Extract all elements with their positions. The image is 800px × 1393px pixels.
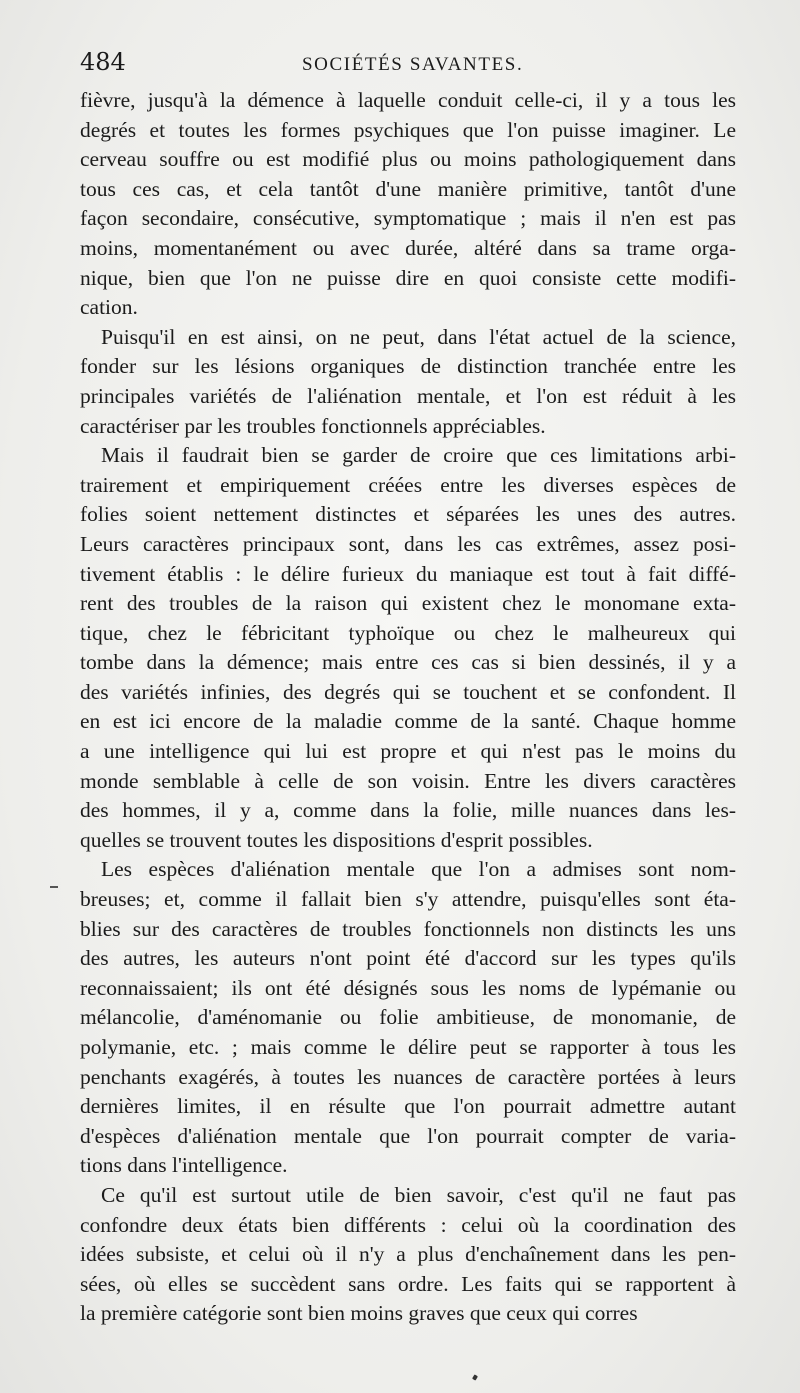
- text-line: Puisqu'il en est ainsi, on ne peut, dans l'état actuel de la science,: [101, 324, 736, 349]
- text-line: tombe dans la démence; mais entre ces cas si bien dessinés, il y a: [80, 650, 736, 675]
- text-line: a une intelligence qui lui est propre et qui n'est pas le moins du: [80, 739, 736, 764]
- paragraph: [80, 441, 736, 855]
- paragraph: [80, 323, 736, 441]
- paragraph: [80, 855, 736, 1181]
- paragraph: [80, 1181, 736, 1329]
- margin-mark: [50, 886, 58, 888]
- ink-speck: [472, 1374, 478, 1380]
- text-line: polymanie, etc. ; mais comme le délire peut se rapporter à tous les: [80, 1035, 736, 1059]
- page-header: [80, 48, 720, 82]
- text-line: trairement et empiriquement créées entre les diverses espèces de: [80, 472, 736, 497]
- text-line: Mais il faudrait bien se garder de croire que ces limitations arbi-: [101, 443, 736, 468]
- text-line: caractériser par les troubles fonctionnels appréciables.: [80, 413, 546, 438]
- text-line: tivement établis : le délire furieux du maniaque est tout à fait diffé-: [80, 561, 736, 586]
- page-number: 484: [80, 48, 126, 76]
- text-line: confondre deux états bien différents : celui où la coordination des: [80, 1212, 736, 1237]
- text-line: mélancolie, d'aménomanie ou folie ambitieuse, de monomanie, de: [80, 1005, 736, 1030]
- text-line: façon secondaire, consécutive, symptomatique ; mais il n'en est pas: [80, 206, 736, 231]
- text-line: tions dans l'intelligence.: [80, 1153, 288, 1178]
- text-line: cation.: [80, 295, 138, 320]
- text-line: Les espèces d'aliénation mentale que l'on a admises sont nom-: [101, 857, 736, 882]
- text-line: des autres, les auteurs n'ont point été d'accord sur les types qu'ils: [80, 946, 736, 971]
- text-line: des variétés infinies, des degrés qui se touchent et se confondent. Il: [80, 679, 736, 704]
- text-line: principales variétés de l'aliénation mentale, et l'on est réduit à les: [80, 383, 736, 408]
- text-line: moins, momentanément ou avec durée, altéré dans sa trame orga-: [80, 235, 736, 260]
- text-line: en est ici encore de la maladie comme de la santé. Chaque homme: [80, 709, 736, 734]
- text-line: Leurs caractères principaux sont, dans les cas extrêmes, assez posi-: [80, 531, 736, 556]
- text-line: degrés et toutes les formes psychiques que l'on puisse imaginer. Le: [80, 117, 736, 142]
- text-line: nique, bien que l'on ne puisse dire en quoi consiste cette modifi-: [80, 265, 736, 290]
- text-line: folies soient nettement distinctes et séparées les unes des autres.: [80, 502, 736, 527]
- text-line: sées, où elles se succèdent sans ordre. Les faits qui se rapportent à: [80, 1271, 736, 1296]
- text-line: reconnaissaient; ils ont été désignés sous les noms de lypémanie ou: [80, 975, 736, 1000]
- text-line: Ce qu'il est surtout utile de bien savoir, c'est qu'il ne faut pas: [101, 1182, 736, 1207]
- text-line: fièvre, jusqu'à la démence à laquelle conduit celle-ci, il y a tous les: [80, 88, 736, 112]
- body-text: [80, 86, 736, 1329]
- text-line: breuses; et, comme il fallait bien s'y attendre, puisqu'elles sont éta-: [80, 887, 736, 912]
- text-line: idées subsiste, et celui où il n'y a plus d'enchaînement dans les pen-: [80, 1242, 736, 1267]
- text-line: des hommes, il y a, comme dans la folie, mille nuances dans les-: [80, 798, 736, 823]
- text-line: cerveau souffre ou est modifié plus ou moins pathologiquement dans: [80, 147, 736, 172]
- text-line: tous ces cas, et cela tantôt d'une manière primitive, tantôt d'une: [80, 176, 736, 201]
- text-line: rent des troubles de la raison qui existent chez le monomane exta-: [80, 591, 736, 616]
- text-line: monde semblable à celle de son voisin. Entre les divers caractères: [80, 768, 736, 793]
- text-line: tique, chez le fébricitant typhoïque ou chez le malheureux qui: [80, 620, 736, 645]
- text-line: blies sur des caractères de troubles fonctionnels non distincts les uns: [80, 916, 736, 941]
- text-line: penchants exagérés, à toutes les nuances de caractère portées à leurs: [80, 1064, 736, 1089]
- text-line: la première catégorie sont bien moins graves que ceux qui corres: [80, 1301, 638, 1326]
- running-head: SOCIÉTÉS SAVANTES.: [302, 54, 524, 75]
- text-line: dernières limites, il en résulte que l'on pourrait admettre autant: [80, 1094, 736, 1119]
- text-line: fonder sur les lésions organiques de distinction tranchée entre les: [80, 354, 736, 379]
- text-line: d'espèces d'aliénation mentale que l'on pourrait compter de varia-: [80, 1123, 736, 1148]
- text-line: quelles se trouvent toutes les dispositions d'esprit possibles.: [80, 827, 593, 852]
- paragraph: [80, 86, 736, 323]
